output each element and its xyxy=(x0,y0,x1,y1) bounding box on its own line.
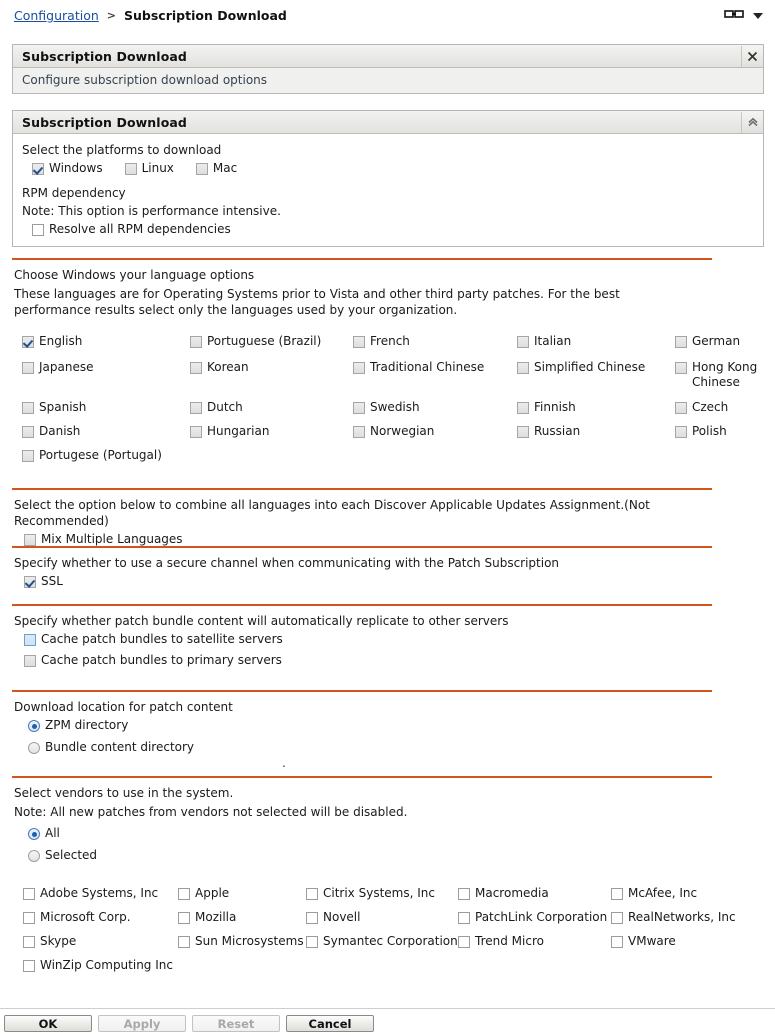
checkbox-label-cache-satellite-servers: Cache patch bundles to satellite servers xyxy=(41,632,283,646)
checkbox-spanish[interactable] xyxy=(22,400,86,415)
vendor-section xyxy=(12,776,712,869)
checkbox-skype[interactable] xyxy=(23,934,76,949)
radio-vendors-all[interactable] xyxy=(28,826,712,841)
vendor-note: Note: All new patches from vendors not selected will be disabled. xyxy=(14,805,408,819)
language-description-line2: performance results select only the languages used by your organization. xyxy=(14,303,458,317)
checkbox-label-apple: Apple xyxy=(195,886,230,900)
radio-zpm-directory[interactable] xyxy=(28,718,712,733)
checkbox-box-portugese-portugal[interactable] xyxy=(22,450,34,462)
checkbox-adobe-systems[interactable] xyxy=(23,886,158,901)
checkbox-label-mcafee: McAfee, Inc xyxy=(628,886,698,900)
panel-body xyxy=(13,134,763,246)
checkbox-label-german: German xyxy=(692,334,741,348)
checkbox-box-vmware[interactable] xyxy=(611,936,623,948)
checkbox-label-mix-multiple-languages: Mix Multiple Languages xyxy=(41,532,183,546)
checkbox-box-hong-kong-chinese[interactable] xyxy=(675,362,687,374)
checkbox-label-hungarian: Hungarian xyxy=(207,424,270,438)
checkbox-box-mix-multiple-languages[interactable] xyxy=(24,534,36,546)
language-section xyxy=(12,258,712,327)
checkbox-label-english: English xyxy=(39,334,83,348)
checkbox-finnish[interactable] xyxy=(517,400,576,415)
checkbox-box-skype[interactable] xyxy=(23,936,35,948)
checkbox-box-traditional-chinese[interactable] xyxy=(353,362,365,374)
checkbox-label-korean: Korean xyxy=(207,360,249,374)
radio-label-vendors-all: All xyxy=(45,826,60,840)
checkbox-label-czech: Czech xyxy=(692,400,729,414)
checkbox-box-spanish[interactable] xyxy=(22,402,34,414)
checkbox-label-vmware: VMware xyxy=(628,934,676,948)
checkbox-label-mozilla: Mozilla xyxy=(195,910,237,924)
checkbox-japanese[interactable] xyxy=(22,360,94,375)
checkbox-italian[interactable] xyxy=(517,334,571,349)
breadcrumb-link-configuration[interactable]: Configuration xyxy=(14,8,99,23)
checkbox-label-danish: Danish xyxy=(39,424,81,438)
checkbox-danish[interactable] xyxy=(22,424,80,439)
checkbox-english[interactable] xyxy=(22,334,82,349)
radio-label-vendors-selected: Selected xyxy=(45,848,98,862)
apply-button[interactable]: Apply xyxy=(98,1015,186,1032)
checkbox-box-cache-satellite-servers[interactable] xyxy=(24,634,36,646)
checkbox-box-trend-micro[interactable] xyxy=(458,936,470,948)
checkbox-trend-micro[interactable] xyxy=(458,934,544,949)
checkbox-simplified-chinese[interactable] xyxy=(517,360,645,375)
checkbox-box-polish[interactable] xyxy=(675,426,687,438)
checkbox-german[interactable] xyxy=(675,334,740,349)
checkbox-box-hungarian[interactable] xyxy=(190,426,202,438)
breadcrumb-current-page: Subscription Download xyxy=(124,8,287,23)
chevron-down-icon[interactable] xyxy=(753,13,763,19)
checkbox-label-mac: Mac xyxy=(212,161,238,175)
ok-button[interactable]: OK xyxy=(4,1015,92,1032)
checkbox-traditional-chinese[interactable] xyxy=(353,360,484,375)
checkbox-macromedia[interactable] xyxy=(458,886,549,901)
checkbox-box-mac[interactable] xyxy=(196,163,208,175)
checkbox-label-simplified-chinese: Simplified Chinese xyxy=(534,360,646,374)
radio-label-zpm-directory: ZPM directory xyxy=(45,718,129,732)
checkbox-mac[interactable] xyxy=(196,161,237,176)
checkbox-box-sun-microsystems[interactable] xyxy=(178,936,190,948)
page-title: Subscription Download xyxy=(22,48,187,64)
checkbox-apple[interactable] xyxy=(178,886,229,901)
checkbox-ssl[interactable] xyxy=(24,574,712,589)
checkbox-box-simplified-chinese[interactable] xyxy=(517,362,529,374)
cancel-button[interactable]: Cancel xyxy=(286,1015,374,1032)
checkbox-label-symantec-corporation: Symantec Corporation xyxy=(323,934,458,948)
radio-vendors-selected[interactable] xyxy=(28,848,712,863)
checkbox-czech[interactable] xyxy=(675,400,728,415)
checkbox-label-finnish: Finnish xyxy=(534,400,576,414)
checkbox-portuguese-brazil[interactable] xyxy=(190,334,321,349)
checkbox-label-portugese-portugal: Portugese (Portugal) xyxy=(39,448,162,462)
checkbox-portugese-portugal[interactable] xyxy=(22,448,162,463)
checkbox-box-mcafee[interactable] xyxy=(611,888,623,900)
checkbox-label-linux: Linux xyxy=(141,161,174,175)
checkbox-label-swedish: Swedish xyxy=(370,400,420,414)
chain-link-icon[interactable] xyxy=(724,8,744,23)
checkbox-microsoft-corp[interactable] xyxy=(23,910,131,925)
replication-description: Specify whether patch bundle content will automatically replicate to other servers xyxy=(14,614,509,628)
checkbox-label-ssl: SSL xyxy=(41,574,63,588)
checkbox-citrix-systems[interactable] xyxy=(306,886,435,901)
checkbox-box-russian[interactable] xyxy=(517,426,529,438)
checkbox-box-adobe-systems[interactable] xyxy=(23,888,35,900)
checkbox-label-italian: Italian xyxy=(534,334,572,348)
checkbox-label-portuguese-brazil: Portuguese (Brazil) xyxy=(207,334,322,348)
checkbox-box-macromedia[interactable] xyxy=(458,888,470,900)
download-location-section xyxy=(12,690,712,761)
checkbox-label-polish: Polish xyxy=(692,424,727,438)
checkbox-box-realnetworks[interactable] xyxy=(611,912,623,924)
breadcrumb xyxy=(14,8,287,23)
checkbox-box-japanese[interactable] xyxy=(22,362,34,374)
checkbox-label-sun-microsystems: Sun Microsystems xyxy=(195,934,304,948)
checkbox-label-dutch: Dutch xyxy=(207,400,243,414)
checkbox-cache-primary-servers[interactable] xyxy=(24,653,712,668)
subscription-download-panel xyxy=(12,110,764,247)
platform-prompt: Select the platforms to download xyxy=(22,143,222,157)
checkbox-box-microsoft-corp[interactable] xyxy=(23,912,35,924)
checkbox-hungarian[interactable] xyxy=(190,424,269,439)
checkbox-norwegian[interactable] xyxy=(353,424,434,439)
checkbox-mcafee[interactable] xyxy=(611,886,697,901)
vendor-checkbox-grid xyxy=(0,886,775,986)
vendor-description: Select vendors to use in the system. xyxy=(14,786,234,800)
checkbox-label-trend-micro: Trend Micro xyxy=(475,934,544,948)
checkbox-box-swedish[interactable] xyxy=(353,402,365,414)
checkbox-box-mozilla[interactable] xyxy=(178,912,190,924)
checkbox-patchlink-corporation[interactable] xyxy=(458,910,607,925)
checkbox-label-realnetworks: RealNetworks, Inc xyxy=(628,910,736,924)
replication-section xyxy=(12,604,712,674)
page-subtitle: Configure subscription download options xyxy=(13,68,763,93)
checkbox-label-macromedia: Macromedia xyxy=(475,886,549,900)
checkbox-box-linux[interactable] xyxy=(125,163,137,175)
radio-button-vendors-all[interactable] xyxy=(28,828,40,840)
mix-languages-description: Select the option below to combine all languages into each Discover Applicable Updates Assignment.(Not Recommended) xyxy=(14,498,650,528)
radio-label-bundle-content-directory: Bundle content directory xyxy=(45,740,195,754)
checkbox-label-microsoft-corp: Microsoft Corp. xyxy=(40,910,131,924)
checkbox-box-norwegian[interactable] xyxy=(353,426,365,438)
stray-mark: . xyxy=(282,756,286,770)
checkbox-label-novell: Novell xyxy=(323,910,361,924)
checkbox-label-windows: Windows xyxy=(49,161,103,175)
page-header-bar xyxy=(13,45,763,68)
radio-button-vendors-selected[interactable] xyxy=(28,850,40,862)
panel-title: Subscription Download xyxy=(22,114,187,130)
top-right-toolbar xyxy=(724,8,763,23)
close-icon[interactable] xyxy=(741,46,763,67)
checkbox-box-symantec-corporation[interactable] xyxy=(306,936,318,948)
checkbox-cache-satellite-servers[interactable] xyxy=(24,632,712,647)
checkbox-mozilla[interactable] xyxy=(178,910,236,925)
footer-button-bar xyxy=(0,1008,775,1032)
checkbox-box-citrix-systems[interactable] xyxy=(306,888,318,900)
checkbox-box-danish[interactable] xyxy=(22,426,34,438)
checkbox-hong-kong-chinese[interactable] xyxy=(675,360,765,390)
rpm-note: Note: This option is performance intensive. xyxy=(22,204,281,218)
ssl-description: Specify whether to use a secure channel when communicating with the Patch Subscription xyxy=(14,556,560,570)
checkbox-label-french: French xyxy=(370,334,410,348)
checkbox-box-dutch[interactable] xyxy=(190,402,202,414)
checkbox-label-norwegian: Norwegian xyxy=(370,424,435,438)
checkbox-box-finnish[interactable] xyxy=(517,402,529,414)
checkbox-label-skype: Skype xyxy=(40,934,77,948)
page-header-box xyxy=(12,44,764,94)
panel-header-bar xyxy=(13,111,763,134)
checkbox-vmware[interactable] xyxy=(611,934,676,949)
checkbox-swedish[interactable] xyxy=(353,400,420,415)
mix-languages-section xyxy=(12,488,712,553)
checkbox-realnetworks[interactable] xyxy=(611,910,736,925)
checkbox-windows[interactable] xyxy=(32,161,103,176)
checkbox-french[interactable] xyxy=(353,334,410,349)
checkbox-box-novell[interactable] xyxy=(306,912,318,924)
checkbox-box-french[interactable] xyxy=(353,336,365,348)
checkbox-winzip-computing[interactable] xyxy=(23,958,173,973)
download-location-description: Download location for patch content xyxy=(14,700,233,714)
checkbox-korean[interactable] xyxy=(190,360,249,375)
checkbox-label-patchlink-corporation: PatchLink Corporation xyxy=(475,910,608,924)
checkbox-resolve-rpm[interactable] xyxy=(32,222,754,237)
checkbox-label-resolve-rpm: Resolve all RPM dependencies xyxy=(49,222,231,236)
checkbox-novell[interactable] xyxy=(306,910,360,925)
checkbox-label-hong-kong-chinese: Hong Kong Chinese xyxy=(692,360,758,389)
radio-button-bundle-content-directory[interactable] xyxy=(28,742,40,754)
checkbox-box-english[interactable] xyxy=(22,336,34,348)
checkbox-sun-microsystems[interactable] xyxy=(178,934,304,949)
checkbox-linux[interactable] xyxy=(125,161,174,176)
checkbox-box-patchlink-corporation[interactable] xyxy=(458,912,470,924)
checkbox-russian[interactable] xyxy=(517,424,580,439)
checkbox-label-citrix-systems: Citrix Systems, Inc xyxy=(323,886,435,900)
checkbox-box-german[interactable] xyxy=(675,336,687,348)
checkbox-box-cache-primary-servers[interactable] xyxy=(24,655,36,667)
checkbox-label-adobe-systems: Adobe Systems, Inc xyxy=(40,886,159,900)
checkbox-box-resolve-rpm[interactable] xyxy=(32,224,44,236)
checkbox-box-czech[interactable] xyxy=(675,402,687,414)
language-checkbox-grid xyxy=(0,334,775,486)
checkbox-box-italian[interactable] xyxy=(517,336,529,348)
chevron-double-up-icon[interactable] xyxy=(741,112,763,133)
rpm-heading: RPM dependency xyxy=(22,186,126,200)
language-description-line1: These languages are for Operating Systems prior to Vista and other third party patches. For the best xyxy=(14,287,620,301)
checkbox-box-winzip-computing[interactable] xyxy=(23,960,35,972)
checkbox-label-spanish: Spanish xyxy=(39,400,87,414)
checkbox-box-apple[interactable] xyxy=(178,888,190,900)
checkbox-polish[interactable] xyxy=(675,424,727,439)
reset-button[interactable]: Reset xyxy=(192,1015,280,1032)
checkbox-label-russian: Russian xyxy=(534,424,581,438)
checkbox-symantec-corporation[interactable] xyxy=(306,934,458,949)
checkbox-label-cache-primary-servers: Cache patch bundles to primary servers xyxy=(41,653,282,667)
radio-button-zpm-directory[interactable] xyxy=(28,720,40,732)
checkbox-box-windows[interactable] xyxy=(32,163,44,175)
language-heading: Choose Windows your language options xyxy=(14,268,255,282)
checkbox-mix-multiple-languages[interactable] xyxy=(24,532,712,547)
ssl-section xyxy=(12,546,712,595)
checkbox-dutch[interactable] xyxy=(190,400,243,415)
checkbox-box-korean[interactable] xyxy=(190,362,202,374)
checkbox-label-japanese: Japanese xyxy=(39,360,94,374)
checkbox-label-winzip-computing: WinZip Computing Inc xyxy=(40,958,173,972)
breadcrumb-separator-icon: > xyxy=(106,9,116,22)
checkbox-box-ssl[interactable] xyxy=(24,576,36,588)
radio-bundle-content-directory[interactable] xyxy=(28,740,712,755)
checkbox-box-portuguese-brazil[interactable] xyxy=(190,336,202,348)
checkbox-label-traditional-chinese: Traditional Chinese xyxy=(370,360,485,374)
